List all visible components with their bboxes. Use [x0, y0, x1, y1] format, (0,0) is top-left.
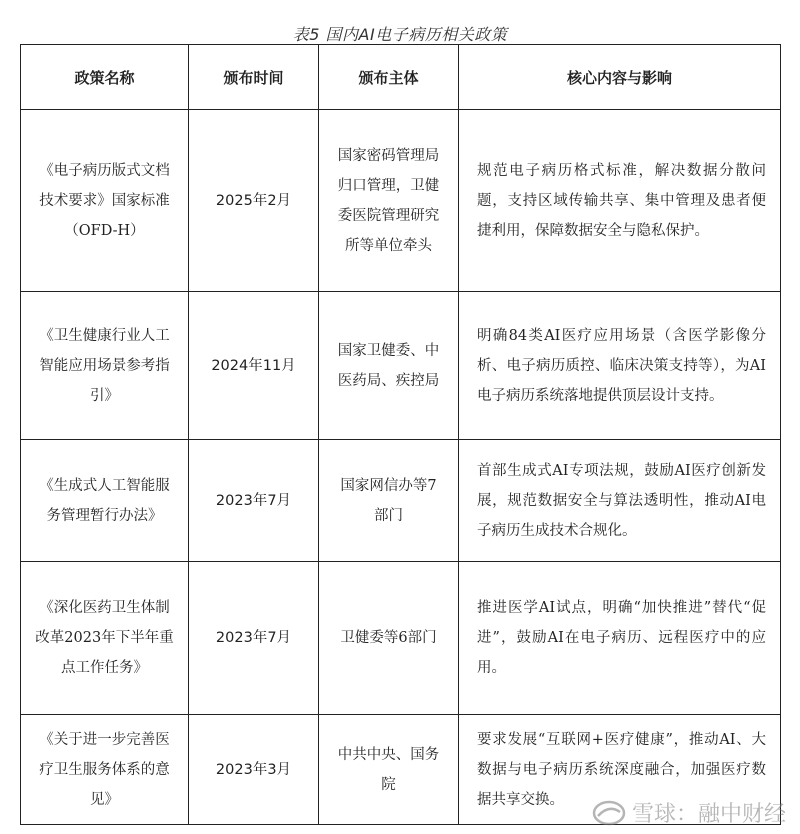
table-row — [21, 562, 781, 715]
core-content-cell: 首部生成式AI专项法规，鼓励AI医疗创新发展，规范数据安全与算法透明性，推动AI电子病历生成技术合规化。 — [459, 440, 781, 562]
policy-name-cell: 《电子病历版式文档技术要求》国家标准（OFD-H） — [21, 110, 189, 292]
issuer-cell: 卫健委等6部门 — [319, 562, 459, 715]
table-caption: 表5 国内AI电子病历相关政策 — [292, 25, 508, 44]
core-content-cell: 明确84类AI医疗应用场景（含医学影像分析、电子病历质控、临床决策支持等），为AI电子病历系统落地提供顶层设计支持。 — [459, 292, 781, 440]
header-core-content: 核心内容与影响 — [459, 45, 781, 110]
policy-name-cell: 《生成式人工智能服务管理暂行办法》 — [21, 440, 189, 562]
issuer-cell: 中共中央、国务院 — [319, 715, 459, 825]
policy-name-cell: 《卫生健康行业人工智能应用场景参考指引》 — [21, 292, 189, 440]
issue-date-cell: 2023年7月 — [189, 562, 319, 715]
core-content-cell: 规范电子病历格式标准，解决数据分散问题，支持区域传输共享、集中管理及患者便捷利用，保障数据安全与隐私保护。 — [459, 110, 781, 292]
issue-date-cell: 2023年7月 — [189, 440, 319, 562]
policy-name-cell: 《关于进一步完善医疗卫生服务体系的意见》 — [21, 715, 189, 825]
header-issuer: 颁布主体 — [319, 45, 459, 110]
issuer-cell: 国家卫健委、中医药局、疾控局 — [319, 292, 459, 440]
issuer-cell: 国家密码管理局归口管理，卫健委医院管理研究所等单位牵头 — [319, 110, 459, 292]
core-content-cell: 推进医学AI试点，明确“加快推进”替代“促进”，鼓励AI在电子病历、远程医疗中的应用。 — [459, 562, 781, 715]
header-policy-name: 政策名称 — [21, 45, 189, 110]
issuer-cell: 国家网信办等7部门 — [319, 440, 459, 562]
policy-name-cell: 《深化医药卫生体制改革2023年下半年重点工作任务》 — [21, 562, 189, 715]
header-issue-date: 颁布时间 — [189, 45, 319, 110]
core-content-cell: 要求发展“互联网+医疗健康”，推动AI、大数据与电子病历系统深度融合，加强医疗数据共享交换。 — [459, 715, 781, 825]
snowball-logo-icon — [592, 800, 626, 826]
issue-date-cell: 2024年11月 — [189, 292, 319, 440]
policy-table — [20, 44, 781, 825]
issue-date-cell: 2025年2月 — [189, 110, 319, 292]
watermark-text: 雪球：融中财经 — [631, 802, 786, 827]
issue-date-cell: 2023年3月 — [189, 715, 319, 825]
table-row — [21, 440, 781, 562]
watermark — [592, 797, 786, 828]
table-row — [21, 110, 781, 292]
table-row — [21, 292, 781, 440]
table-header-row — [21, 45, 781, 110]
